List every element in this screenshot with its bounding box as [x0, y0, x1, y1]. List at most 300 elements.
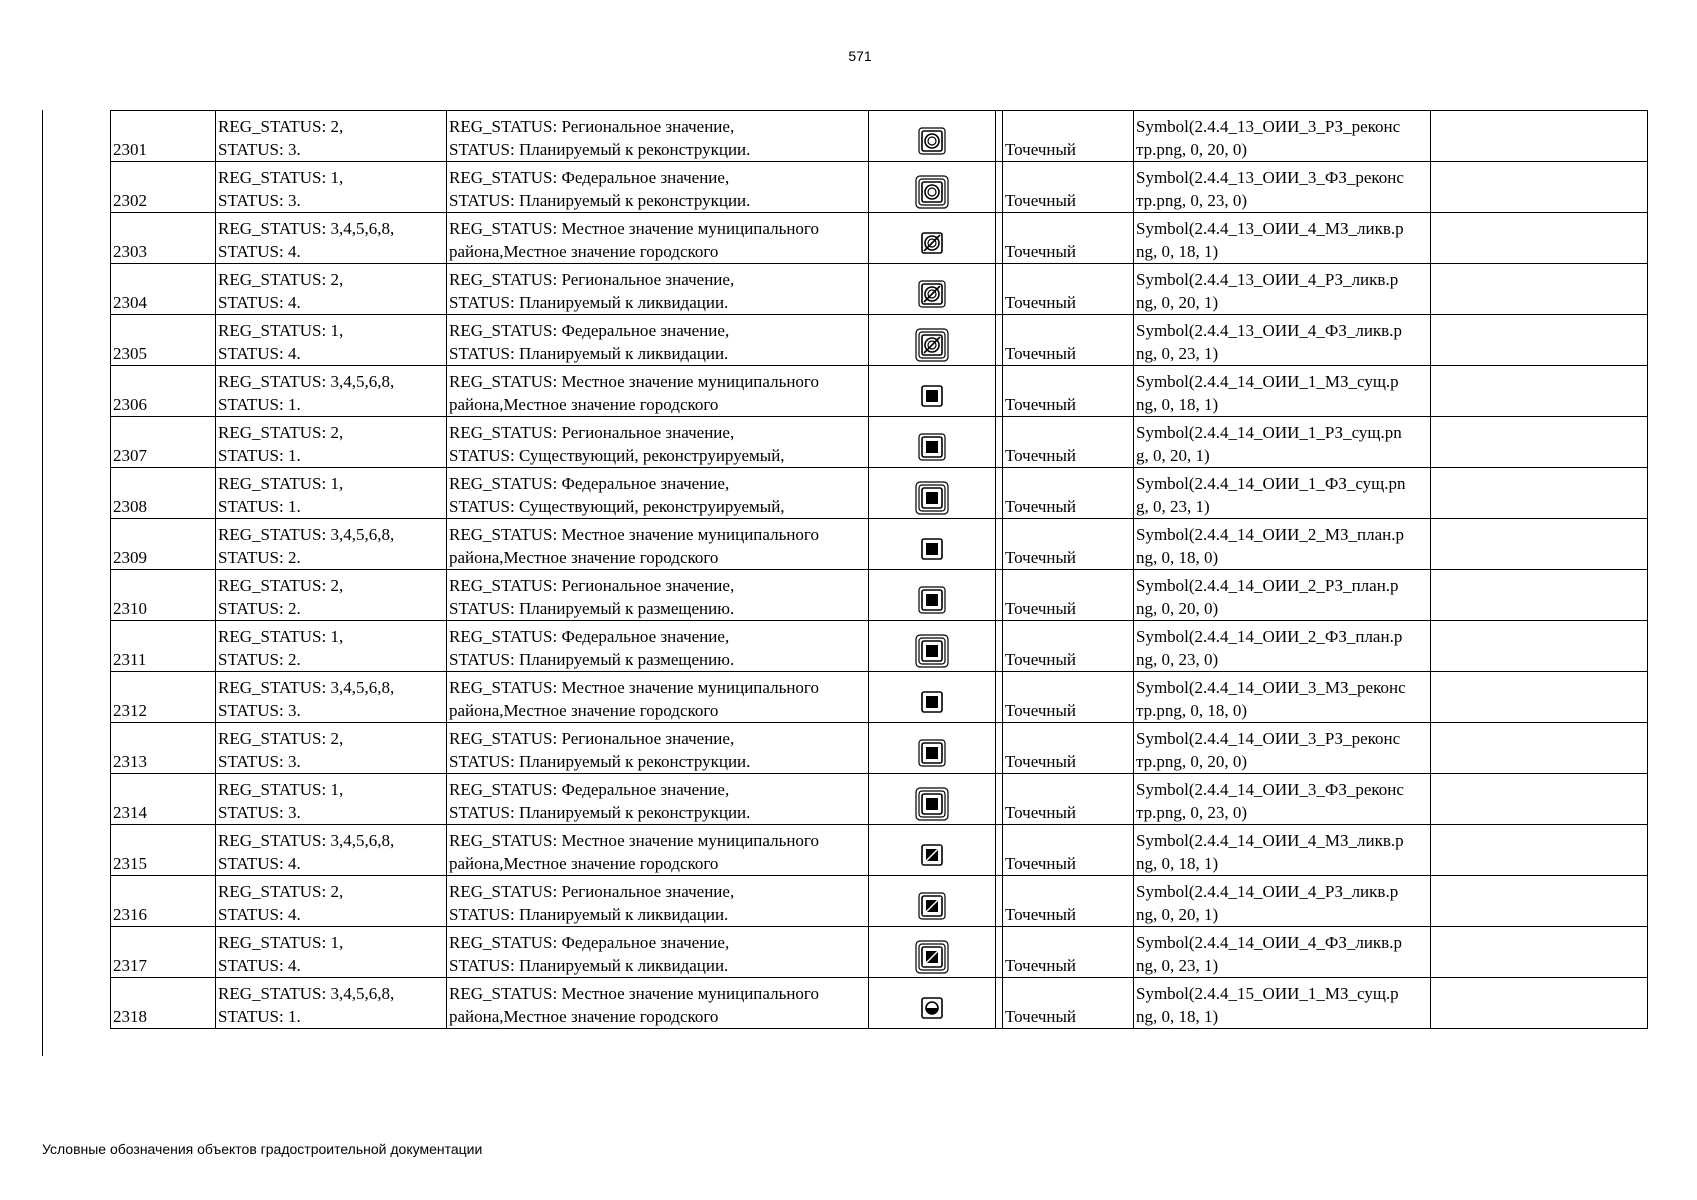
column-gap: [996, 111, 1003, 162]
description-line-2: STATUS: Планируемый к ликвидации.: [449, 344, 729, 363]
row-id-cell: [111, 264, 216, 315]
condition-cell: [216, 672, 447, 723]
symbol-cell: [869, 876, 996, 927]
row-id-cell: [111, 825, 216, 876]
symbol-expression-line-1: Symbol(2.4.4_13_ОИИ_3_РЗ_реконс: [1136, 117, 1401, 136]
row-id: 2301: [113, 140, 147, 159]
symbol-expression-line-1: Symbol(2.4.4_14_ОИИ_3_МЗ_реконс: [1136, 678, 1406, 697]
symbol-cell: [869, 315, 996, 366]
description-line-1: REG_STATUS: Местное значение муниципального: [449, 831, 819, 850]
description-line-1: REG_STATUS: Местное значение муниципального: [449, 678, 819, 697]
symbol-expression-line-1: Symbol(2.4.4_14_ОИИ_4_МЗ_ликв.p: [1136, 831, 1404, 850]
table-row: [111, 213, 1648, 264]
condition-line-1: REG_STATUS: 2,: [218, 270, 344, 289]
symbol-expression-cell: [1134, 468, 1431, 519]
symbol-expression-cell: [1134, 774, 1431, 825]
symbol-expression-line-2: ng, 0, 23, 1): [1136, 956, 1219, 975]
empty-cell: [1431, 162, 1648, 213]
symbol-cell: [869, 672, 996, 723]
symbol-cell: [869, 519, 996, 570]
symbol-expression-cell: [1134, 978, 1431, 1029]
empty-cell: [1431, 825, 1648, 876]
ring-double-frame-icon: [912, 121, 952, 161]
row-id-cell: [111, 570, 216, 621]
description-line-1: REG_STATUS: Региональное значение,: [449, 423, 735, 442]
table-row: [111, 468, 1648, 519]
description-line-2: района,Местное значение городского: [449, 1007, 719, 1026]
symbol-expression-line-1: Symbol(2.4.4_13_ОИИ_4_ФЗ_ликв.p: [1136, 321, 1402, 340]
table-row: [111, 162, 1648, 213]
filled-square-frame-icon: [912, 376, 952, 416]
row-id-cell: [111, 672, 216, 723]
symbol-cell: [869, 111, 996, 162]
ring-triple-frame-icon: [912, 172, 952, 212]
column-gap: [996, 315, 1003, 366]
condition-cell: [216, 927, 447, 978]
description-cell: [447, 417, 869, 468]
ring-crossed-double-frame-icon: [912, 274, 952, 314]
empty-cell: [1431, 570, 1648, 621]
geometry-type: Точечный: [1005, 701, 1077, 720]
description-cell: [447, 774, 869, 825]
symbol-cell: [869, 927, 996, 978]
filled-square-frame-icon: [912, 529, 952, 569]
condition-line-2: STATUS: 4.: [218, 905, 301, 924]
symbol-cell: [869, 213, 996, 264]
geometry-type: Точечный: [1005, 242, 1077, 261]
row-id-cell: [111, 621, 216, 672]
condition-line-2: STATUS: 2.: [218, 599, 301, 618]
geometry-type-cell: [1003, 417, 1134, 468]
column-gap: [996, 417, 1003, 468]
description-line-1: REG_STATUS: Федеральное значение,: [449, 321, 730, 340]
column-gap: [996, 978, 1003, 1029]
row-id-cell: [111, 162, 216, 213]
condition-line-2: STATUS: 1.: [218, 1007, 301, 1026]
geometry-type: Точечный: [1005, 905, 1077, 924]
geometry-type: Точечный: [1005, 803, 1077, 822]
column-gap: [996, 366, 1003, 417]
symbol-expression-line-1: Symbol(2.4.4_14_ОИИ_3_РЗ_реконс: [1136, 729, 1401, 748]
symbol-expression-line-2: ng, 0, 18, 1): [1136, 395, 1219, 414]
condition-cell: [216, 468, 447, 519]
symbol-expression-cell: [1134, 672, 1431, 723]
condition-line-1: REG_STATUS: 1,: [218, 933, 344, 952]
row-id: 2309: [113, 548, 147, 567]
geometry-type-cell: [1003, 213, 1134, 264]
symbol-expression-cell: [1134, 366, 1431, 417]
empty-cell: [1431, 927, 1648, 978]
table-row: [111, 264, 1648, 315]
empty-cell: [1431, 315, 1648, 366]
column-gap: [996, 264, 1003, 315]
condition-line-1: REG_STATUS: 3,4,5,6,8,: [218, 525, 395, 544]
symbol-expression-cell: [1134, 570, 1431, 621]
empty-cell: [1431, 723, 1648, 774]
geometry-type: Точечный: [1005, 344, 1077, 363]
geometry-type-cell: [1003, 468, 1134, 519]
condition-cell: [216, 264, 447, 315]
description-cell: [447, 519, 869, 570]
row-id-cell: [111, 213, 216, 264]
row-id: 2311: [113, 650, 147, 669]
ring-crossed-triple-frame-icon: [912, 325, 952, 365]
symbol-expression-cell: [1134, 876, 1431, 927]
symbol-expression-line-2: ng, 0, 23, 1): [1136, 344, 1219, 363]
description-line-2: STATUS: Планируемый к реконструкции.: [449, 752, 751, 771]
description-line-2: STATUS: Планируемый к размещению.: [449, 650, 735, 669]
condition-cell: [216, 417, 447, 468]
condition-cell: [216, 570, 447, 621]
symbol-cell: [869, 570, 996, 621]
table-row: [111, 621, 1648, 672]
condition-line-2: STATUS: 2.: [218, 650, 301, 669]
symbol-expression-line-2: ng, 0, 20, 1): [1136, 905, 1219, 924]
description-line-2: района,Местное значение городского: [449, 701, 719, 720]
row-id-cell: [111, 315, 216, 366]
geometry-type: Точечный: [1005, 1007, 1077, 1026]
description-line-1: REG_STATUS: Местное значение муниципального: [449, 525, 819, 544]
geometry-type: Точечный: [1005, 752, 1077, 771]
row-id-cell: [111, 468, 216, 519]
description-line-2: района,Местное значение городского: [449, 854, 719, 873]
table-row: [111, 519, 1648, 570]
description-cell: [447, 366, 869, 417]
column-gap: [996, 825, 1003, 876]
column-gap: [996, 519, 1003, 570]
filled-square-double-frame-icon: [912, 427, 952, 467]
symbol-expression-line-2: ng, 0, 18, 1): [1136, 1007, 1219, 1026]
condition-line-1: REG_STATUS: 2,: [218, 729, 344, 748]
symbol-expression-cell: [1134, 825, 1431, 876]
condition-line-1: REG_STATUS: 3,4,5,6,8,: [218, 984, 395, 1003]
empty-cell: [1431, 978, 1648, 1029]
description-line-2: STATUS: Планируемый к реконструкции.: [449, 803, 751, 822]
geometry-type-cell: [1003, 621, 1134, 672]
geometry-type: Точечный: [1005, 956, 1077, 975]
description-cell: [447, 621, 869, 672]
column-gap: [996, 876, 1003, 927]
condition-line-2: STATUS: 3.: [218, 191, 301, 210]
symbol-cell: [869, 366, 996, 417]
table-row: [111, 774, 1648, 825]
symbol-expression-line-1: Symbol(2.4.4_14_ОИИ_1_ФЗ_сущ.pn: [1136, 474, 1406, 493]
geometry-type-cell: [1003, 111, 1134, 162]
description-cell: [447, 315, 869, 366]
geometry-type-cell: [1003, 264, 1134, 315]
row-id-cell: [111, 876, 216, 927]
table-row: [111, 927, 1648, 978]
row-id: 2314: [113, 803, 147, 822]
column-gap: [996, 927, 1003, 978]
description-cell: [447, 927, 869, 978]
row-id-cell: [111, 111, 216, 162]
table-row: [111, 723, 1648, 774]
empty-cell: [1431, 111, 1648, 162]
description-line-1: REG_STATUS: Местное значение муниципального: [449, 372, 819, 391]
condition-cell: [216, 876, 447, 927]
symbol-expression-line-2: g, 0, 23, 1): [1136, 497, 1210, 516]
geometry-type-cell: [1003, 876, 1134, 927]
description-line-1: REG_STATUS: Региональное значение,: [449, 270, 735, 289]
description-line-2: STATUS: Планируемый к реконструкции.: [449, 191, 751, 210]
geometry-type: Точечный: [1005, 293, 1077, 312]
geometry-type: Точечный: [1005, 854, 1077, 873]
row-id-cell: [111, 417, 216, 468]
empty-cell: [1431, 519, 1648, 570]
condition-line-2: STATUS: 1.: [218, 446, 301, 465]
condition-line-1: REG_STATUS: 3,4,5,6,8,: [218, 372, 395, 391]
symbol-expression-cell: [1134, 162, 1431, 213]
symbol-expression-line-2: ng, 0, 20, 1): [1136, 293, 1219, 312]
empty-cell: [1431, 621, 1648, 672]
symbol-expression-line-1: Symbol(2.4.4_15_ОИИ_1_МЗ_сущ.p: [1136, 984, 1399, 1003]
filled-square-triple-frame-icon: [912, 478, 952, 518]
geometry-type-cell: [1003, 315, 1134, 366]
condition-cell: [216, 366, 447, 417]
symbol-expression-line-2: g, 0, 20, 1): [1136, 446, 1210, 465]
filled-square-double-frame-icon: [912, 580, 952, 620]
condition-line-2: STATUS: 4.: [218, 956, 301, 975]
symbol-expression-line-1: Symbol(2.4.4_14_ОИИ_2_РЗ_план.p: [1136, 576, 1399, 595]
description-cell: [447, 825, 869, 876]
symbol-expression-cell: [1134, 315, 1431, 366]
row-id: 2310: [113, 599, 147, 618]
symbol-expression-cell: [1134, 621, 1431, 672]
geometry-type: Точечный: [1005, 395, 1077, 414]
condition-line-1: REG_STATUS: 3,4,5,6,8,: [218, 678, 395, 697]
row-id-cell: [111, 774, 216, 825]
description-line-1: REG_STATUS: Региональное значение,: [449, 729, 735, 748]
filled-square-triple-frame-icon: [912, 784, 952, 824]
geometry-type: Точечный: [1005, 446, 1077, 465]
row-id: 2305: [113, 344, 147, 363]
symbol-expression-line-1: Symbol(2.4.4_14_ОИИ_2_ФЗ_план.p: [1136, 627, 1403, 646]
description-line-2: STATUS: Планируемый к ликвидации.: [449, 956, 729, 975]
geometry-type-cell: [1003, 366, 1134, 417]
description-line-2: STATUS: Планируемый к ликвидации.: [449, 905, 729, 924]
symbol-expression-line-1: Symbol(2.4.4_14_ОИИ_4_ФЗ_ликв.p: [1136, 933, 1402, 952]
geometry-type-cell: [1003, 162, 1134, 213]
symbol-expression-line-1: Symbol(2.4.4_13_ОИИ_4_МЗ_ликв.p: [1136, 219, 1404, 238]
description-cell: [447, 213, 869, 264]
description-line-2: STATUS: Существующий, реконструируемый,: [449, 446, 785, 465]
column-gap: [996, 468, 1003, 519]
condition-line-1: REG_STATUS: 2,: [218, 576, 344, 595]
table-row: [111, 825, 1648, 876]
symbol-expression-line-2: ng, 0, 23, 0): [1136, 650, 1219, 669]
symbol-expression-line-1: Symbol(2.4.4_13_ОИИ_3_ФЗ_реконс: [1136, 168, 1404, 187]
condition-cell: [216, 621, 447, 672]
table-row: [111, 570, 1648, 621]
symbol-expression-cell: [1134, 111, 1431, 162]
condition-line-1: REG_STATUS: 1,: [218, 474, 344, 493]
symbol-expression-cell: [1134, 927, 1431, 978]
page-number: 571: [848, 48, 872, 64]
filled-square-frame-icon: [912, 682, 952, 722]
symbol-expression-line-1: Symbol(2.4.4_14_ОИИ_2_МЗ_план.p: [1136, 525, 1404, 544]
condition-line-1: REG_STATUS: 2,: [218, 882, 344, 901]
symbol-expression-line-2: тр.png, 0, 20, 0): [1136, 140, 1248, 159]
description-line-1: REG_STATUS: Местное значение муниципального: [449, 984, 819, 1003]
condition-line-1: REG_STATUS: 3,4,5,6,8,: [218, 219, 395, 238]
description-line-2: STATUS: Планируемый к реконструкции.: [449, 140, 751, 159]
description-cell: [447, 978, 869, 1029]
condition-line-2: STATUS: 3.: [218, 701, 301, 720]
symbol-cell: [869, 264, 996, 315]
half-filled-circle-frame-icon: [912, 988, 952, 1028]
description-cell: [447, 876, 869, 927]
geometry-type-cell: [1003, 825, 1134, 876]
description-cell: [447, 264, 869, 315]
symbol-cell: [869, 621, 996, 672]
row-id: 2303: [113, 242, 147, 261]
symbol-expression-line-2: ng, 0, 18, 1): [1136, 854, 1219, 873]
table-row: [111, 315, 1648, 366]
empty-cell: [1431, 468, 1648, 519]
empty-cell: [1431, 264, 1648, 315]
symbol-cell: [869, 162, 996, 213]
symbol-expression-cell: [1134, 519, 1431, 570]
description-cell: [447, 162, 869, 213]
symbol-expression-line-1: Symbol(2.4.4_14_ОИИ_4_РЗ_ликв.p: [1136, 882, 1399, 901]
row-id: 2312: [113, 701, 147, 720]
condition-line-2: STATUS: 4.: [218, 242, 301, 261]
description-line-1: REG_STATUS: Федеральное значение,: [449, 627, 730, 646]
condition-cell: [216, 315, 447, 366]
filled-square-slashed-double-frame-icon: [912, 886, 952, 926]
geometry-type-cell: [1003, 774, 1134, 825]
filled-square-triple-frame-icon: [912, 631, 952, 671]
description-line-2: STATUS: Планируемый к ликвидации.: [449, 293, 729, 312]
row-id-cell: [111, 723, 216, 774]
description-line-1: REG_STATUS: Региональное значение,: [449, 882, 735, 901]
symbol-cell: [869, 978, 996, 1029]
page-footer: Условные обозначения объектов градостроительной документации: [42, 1141, 483, 1157]
condition-line-1: REG_STATUS: 1,: [218, 627, 344, 646]
description-line-2: района,Местное значение городского: [449, 395, 719, 414]
legend-table-body: [111, 111, 1648, 1029]
filled-square-slashed-triple-frame-icon: [912, 937, 952, 977]
description-line-1: REG_STATUS: Региональное значение,: [449, 576, 735, 595]
table-row: [111, 366, 1648, 417]
margin-line: [42, 110, 43, 1056]
description-line-2: района,Местное значение городского: [449, 242, 719, 261]
condition-line-1: REG_STATUS: 1,: [218, 168, 344, 187]
filled-square-slashed-frame-icon: [912, 835, 952, 875]
empty-cell: [1431, 774, 1648, 825]
condition-line-2: STATUS: 3.: [218, 752, 301, 771]
condition-cell: [216, 825, 447, 876]
row-id-cell: [111, 519, 216, 570]
table-row: [111, 417, 1648, 468]
condition-cell: [216, 774, 447, 825]
symbol-expression-cell: [1134, 213, 1431, 264]
condition-line-2: STATUS: 1.: [218, 497, 301, 516]
row-id: 2308: [113, 497, 147, 516]
description-cell: [447, 111, 869, 162]
symbol-expression-line-2: ng, 0, 18, 0): [1136, 548, 1219, 567]
table-row: [111, 672, 1648, 723]
row-id: 2307: [113, 446, 147, 465]
description-line-2: STATUS: Планируемый к размещению.: [449, 599, 735, 618]
geometry-type: Точечный: [1005, 548, 1077, 567]
empty-cell: [1431, 876, 1648, 927]
column-gap: [996, 672, 1003, 723]
column-gap: [996, 213, 1003, 264]
geometry-type: Точечный: [1005, 599, 1077, 618]
symbol-expression-line-2: тр.png, 0, 20, 0): [1136, 752, 1248, 771]
symbol-cell: [869, 774, 996, 825]
condition-line-2: STATUS: 4.: [218, 854, 301, 873]
symbol-expression-line-1: Symbol(2.4.4_14_ОИИ_1_РЗ_сущ.pn: [1136, 423, 1402, 442]
ring-crossed-frame-icon: [912, 223, 952, 263]
geometry-type: Точечный: [1005, 140, 1077, 159]
geometry-type-cell: [1003, 672, 1134, 723]
geometry-type: Точечный: [1005, 497, 1077, 516]
description-line-1: REG_STATUS: Федеральное значение,: [449, 474, 730, 493]
condition-cell: [216, 978, 447, 1029]
condition-line-2: STATUS: 4.: [218, 293, 301, 312]
condition-line-2: STATUS: 3.: [218, 140, 301, 159]
description-line-1: REG_STATUS: Региональное значение,: [449, 117, 735, 136]
table-row: [111, 876, 1648, 927]
symbol-expression-line-2: ng, 0, 18, 1): [1136, 242, 1219, 261]
empty-cell: [1431, 672, 1648, 723]
table-row: [111, 978, 1648, 1029]
row-id: 2315: [113, 854, 147, 873]
geometry-type-cell: [1003, 519, 1134, 570]
column-gap: [996, 621, 1003, 672]
symbol-expression-cell: [1134, 723, 1431, 774]
geometry-type: Точечный: [1005, 650, 1077, 669]
symbol-expression-line-1: Symbol(2.4.4_14_ОИИ_3_ФЗ_реконс: [1136, 780, 1404, 799]
empty-cell: [1431, 213, 1648, 264]
condition-line-1: REG_STATUS: 2,: [218, 117, 344, 136]
condition-cell: [216, 111, 447, 162]
row-id: 2306: [113, 395, 147, 414]
symbol-expression-cell: [1134, 264, 1431, 315]
description-line-1: REG_STATUS: Местное значение муниципального: [449, 219, 819, 238]
condition-cell: [216, 213, 447, 264]
symbol-expression-line-2: тр.png, 0, 23, 0): [1136, 191, 1248, 210]
condition-line-2: STATUS: 3.: [218, 803, 301, 822]
column-gap: [996, 723, 1003, 774]
condition-line-1: REG_STATUS: 1,: [218, 780, 344, 799]
description-cell: [447, 570, 869, 621]
geometry-type: Точечный: [1005, 191, 1077, 210]
row-id: 2316: [113, 905, 147, 924]
geometry-type-cell: [1003, 978, 1134, 1029]
geometry-type-cell: [1003, 723, 1134, 774]
description-cell: [447, 723, 869, 774]
condition-line-1: REG_STATUS: 1,: [218, 321, 344, 340]
filled-square-double-frame-icon: [912, 733, 952, 773]
condition-line-2: STATUS: 2.: [218, 548, 301, 567]
symbol-expression-line-2: тр.png, 0, 18, 0): [1136, 701, 1248, 720]
symbol-expression-cell: [1134, 417, 1431, 468]
description-cell: [447, 672, 869, 723]
condition-line-2: STATUS: 1.: [218, 395, 301, 414]
column-gap: [996, 774, 1003, 825]
symbol-expression-line-1: Symbol(2.4.4_13_ОИИ_4_РЗ_ликв.p: [1136, 270, 1399, 289]
condition-cell: [216, 723, 447, 774]
symbol-cell: [869, 723, 996, 774]
row-id: 2317: [113, 956, 147, 975]
condition-cell: [216, 519, 447, 570]
description-cell: [447, 468, 869, 519]
column-gap: [996, 570, 1003, 621]
